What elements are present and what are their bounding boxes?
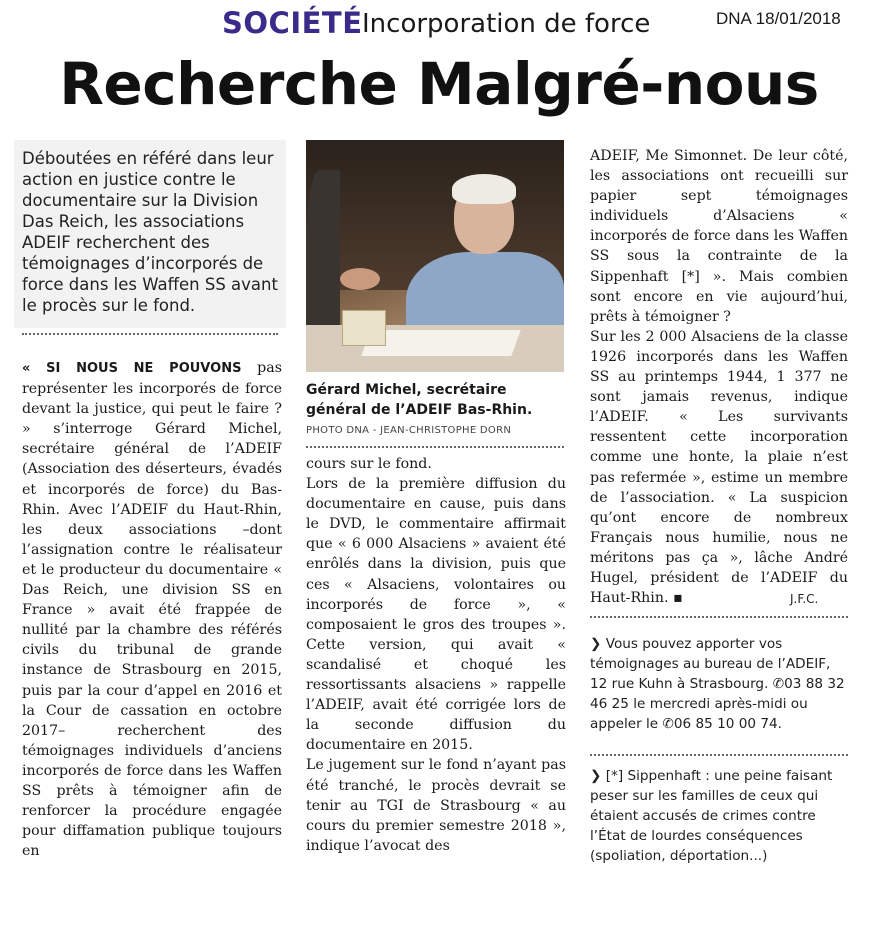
headline: Recherche Malgré-nous: [59, 50, 819, 118]
chapo-divider: [22, 333, 278, 335]
source-date: DNA 18/01/2018: [716, 9, 841, 28]
article-column-2: [306, 454, 566, 856]
notes-divider-middle: [590, 754, 848, 756]
contact-note-text: Vous pouvez apporter vos témoignages au bureau de l’ADEIF, 12 rue Kuhn à Strasbourg. ✆03 88 32 46 25 le mercredi après-midi ou appeler le ✆06 85 10 00 74.: [590, 636, 845, 732]
arrow-icon: ❯: [590, 768, 602, 784]
column-2-paragraph-2: Lors de la première diffusion du documentaire en cause, puis dans le DVD, le commentaire affirmait que « 6 000 Alsaciens » avaient été enrôlés dans la division, puis que ces « Alsaciens, volontaires ou incorporés de force », « composaient le gros des troupes ». Cette version, qui avait « scandalisé et choqué les ressortissants alsaciens » rappelle l’ADEIF, avait été corrigée lors de la seconde diffusion du documentaire en 2015.: [306, 476, 566, 754]
column-1-paragraph: [22, 358, 282, 861]
article-column-3: [590, 146, 848, 608]
definition-note: [590, 766, 848, 866]
column-1-text: pas représenter les incorporés de force devant la justice, qui peut le faire ? » s’interroge Gérard Michel, secrétaire général de l’ADEIF (Association des déserteurs, évadés et incorporés de force) du Bas-Rhin. Avec l’ADEIF du Haut-Rhin, les deux associations –dont l’assignation contre le réalisateur et le producteur du documentaire « Das Reich, une division SS en France » avait été frappée de nullité par la chambre des référés civils du tribunal de grande instance de Strasbourg en 2015, puis par la cour d’appel en 2016 et la Cour de cassation en octobre 2017– recherchent des témoignages individuels d’anciens incorporés de force dans les Waffen SS prêts à témoigner afin de renforcer la procédure engagée pour diffamation publique toujours en: [22, 360, 282, 860]
article-photo: [306, 140, 564, 372]
definition-note-text: [*] Sippenhaft : une peine faisant peser sur les familles de ceux qui étaient accusés de crimes contre l’État de lourdes conséquences (spoliation, déportation...): [590, 768, 833, 864]
section-subrubric: Incorporation de force: [362, 9, 651, 39]
column-2-paragraph-3: Le jugement sur le fond n’ayant pas été tranché, le procès devrait se tenir au TGI de Strasbourg « au cours du premier semestre 2018 », indique l’avocat des: [306, 757, 566, 854]
photo-caption: Gérard Michel, secrétaire général de l’ADEIF Bas-Rhin.: [306, 382, 533, 418]
page-header: [0, 0, 878, 46]
article-column-1: [22, 358, 282, 861]
photo-credit: PHOTO DNA - JEAN-CHRISTOPHE DORN: [306, 425, 512, 436]
notes-divider-top: [590, 616, 848, 618]
chapo-text: Déboutées en référé dans leur action en justice contre le documentaire sur la Division Das Reich, les associations ADEIF recherchent des témoignages d’incorporés de force dans les Waffen SS avant le procès sur le fond.: [22, 149, 278, 315]
arrow-icon: ❯: [590, 636, 602, 652]
contact-note: [590, 634, 848, 734]
column-3-paragraph-1: ADEIF, Me Simonnet. De leur côté, les associations ont recueilli sur papier sept témoignages individuels d’Alsaciens « incorporés de force dans les Waffen SS sous la contrainte de la Sippenhaft [*] ». Mais combien sont encore en vie aujourd’hui, prêts à témoigner ?: [590, 148, 848, 325]
column-2-paragraph-1: cours sur le fond.: [306, 456, 432, 472]
caption-divider: [306, 446, 564, 448]
column-3-paragraph-2: Sur les 2 000 Alsaciens de la classe 1926 incorporés dans les Waffen SS au printemps 1944, 1 377 ne sont jamais revenus, indique l’ADEIF. « Les survivants ressentent cette incorporation comme une honte, la plaie n’est pas refermée », estime un membre de l’association. « La suspicion qu’ont encore de nombreux Français nous humilie, nous ne méritons pas ça », lâche André Hugel, président de l’ADEIF du Haut-Rhin. ▪: [590, 328, 848, 607]
author-signature: J.F.C.: [790, 592, 819, 606]
section-rubric: SOCIÉTÉ: [222, 6, 363, 40]
lead-in: « SI NOUS NE POUVONS: [22, 361, 242, 376]
